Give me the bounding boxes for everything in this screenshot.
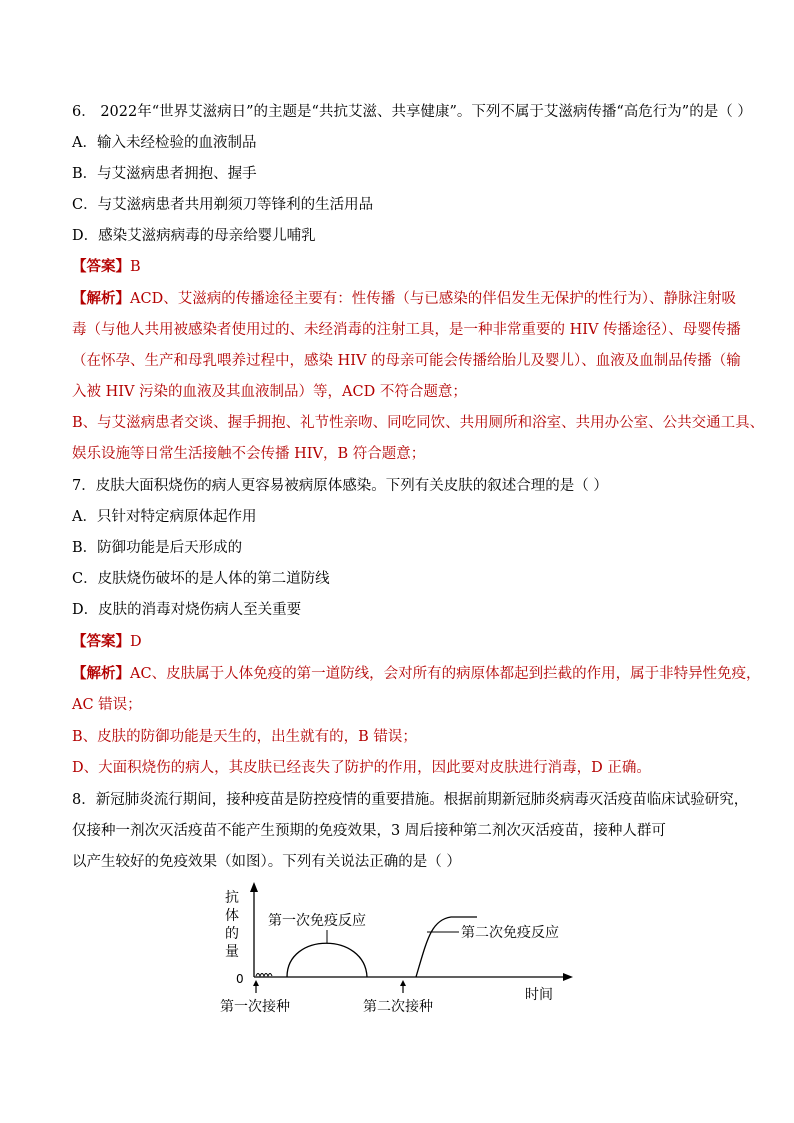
q7-analysis-line-1 bbox=[72, 664, 761, 684]
analysis-text: ACD、艾滋病的传播途径主要有：性传播（与已感染的伴侣发生无保护的性行为）、静脉注射吸 bbox=[130, 291, 736, 307]
q7-option-c: C．皮肤烧伤破坏的是人体的第二道防线 bbox=[72, 571, 330, 587]
q7-answer bbox=[72, 632, 142, 652]
y-axis-arrow bbox=[250, 882, 258, 892]
q7-option-b: B．防御功能是后天形成的 bbox=[72, 540, 243, 556]
y-axis-label-char: 抗 bbox=[225, 890, 239, 906]
q7-stem: 7．皮肤大面积烧伤的病人更容易被病原体感染。下列有关皮肤的叙述合理的是（ ） bbox=[72, 478, 608, 494]
q6-stem: 6． 2022年“世界艾滋病日”的主题是“共抗艾滋、共享健康”。下列不属于艾滋病传播“高危行为”的是（ ） bbox=[72, 104, 752, 120]
answer-value: B bbox=[130, 259, 141, 275]
first-vaccination-label: 第一次接种 bbox=[220, 999, 290, 1015]
origin-label: 0 bbox=[236, 972, 244, 986]
answer-tag: 【答案】 bbox=[72, 633, 130, 650]
q6-option-c: C．与艾滋病患者共用剃须刀等锋利的生活用品 bbox=[72, 197, 374, 213]
first-response-curve bbox=[287, 943, 367, 977]
analysis-text: AC、皮肤属于人体免疫的第一道防线，会对所有的病原体都起到拦截的作用，属于非特异性免疫， bbox=[130, 666, 761, 682]
answer-tag: 【答案】 bbox=[72, 258, 130, 275]
q7-analysis-line-4: D、大面积烧伤的病人，其皮肤已经丧失了防护的作用，因此要对皮肤进行消毒，D 正确。 bbox=[72, 760, 651, 776]
q6-analysis-line-5: B、与艾滋病患者交谈、握手拥抱、礼节性亲吻、同吃同饮、共用厕所和浴室、共用办公室、公共交通工具、 bbox=[72, 415, 765, 431]
x-axis-arrow bbox=[563, 973, 573, 981]
q6-analysis-line-6: 娱乐设施等日常生活接触不会传播 HIV，B 符合题意； bbox=[72, 446, 426, 462]
answer-value: D bbox=[130, 634, 142, 650]
q6-analysis-line-1 bbox=[72, 289, 736, 309]
analysis-tag: 【解析】 bbox=[72, 290, 130, 307]
x-axis-label: 时间 bbox=[525, 987, 553, 1003]
q7-option-a: A．只针对特定病原体起作用 bbox=[72, 509, 257, 525]
q8-stem-line-3: 以产生较好的免疫效果（如图）。下列有关说法正确的是（ ） bbox=[72, 854, 461, 870]
q6-option-a: A．输入未经检验的血液制品 bbox=[72, 135, 257, 151]
q6-answer bbox=[72, 257, 141, 277]
y-axis-label-char: 体 bbox=[225, 908, 239, 924]
q6-analysis-line-3: （在怀孕、生产和母乳喂养过程中，感染 HIV 的母亲可能会传播给胎儿及婴儿）、血液及血制品传播（输 bbox=[72, 353, 741, 369]
q6-option-d: D．感染艾滋病病毒的母亲给婴儿哺乳 bbox=[72, 228, 316, 244]
q6-option-b: B．与艾滋病患者拥抱、握手 bbox=[72, 166, 257, 182]
second-response-label: 第二次免疫反应 bbox=[461, 925, 559, 941]
q7-option-d: D．皮肤的消毒对烧伤病人至关重要 bbox=[72, 602, 302, 618]
second-vaccination-label: 第二次接种 bbox=[363, 999, 433, 1015]
q7-analysis-line-3: B、皮肤的防御功能是天生的，出生就有的，B 错误； bbox=[72, 729, 417, 745]
analysis-tag: 【解析】 bbox=[72, 665, 130, 682]
second-vaccination-arrow bbox=[400, 980, 406, 986]
y-axis-label-char: 的 bbox=[225, 926, 239, 942]
q8-stem-line-1: 8．新冠肺炎流行期间，接种疫苗是防控疫情的重要措施。根据前期新冠肺炎病毒灭活疫苗临床试验研究， bbox=[72, 792, 749, 808]
first-response-label: 第一次免疫反应 bbox=[268, 913, 366, 929]
antibody-response-figure bbox=[215, 880, 595, 1025]
first-vaccination-arrow bbox=[253, 980, 259, 986]
q7-analysis-line-2: AC 错误； bbox=[72, 697, 142, 713]
q8-stem-line-2: 仅接种一剂次灭活疫苗不能产生预期的免疫效果，3 周后接种第二剂次灭活疫苗，接种人群可 bbox=[72, 823, 666, 839]
y-axis-label-char: 量 bbox=[225, 944, 239, 960]
q6-analysis-line-4: 入被 HIV 污染的血液及其血液制品）等，ACD 不符合题意； bbox=[72, 384, 467, 400]
initial-wiggle bbox=[256, 974, 272, 977]
q6-analysis-line-2: 毒（与他人共用被感染者使用过的、未经消毒的注射工具，是一种非常重要的 HIV 传播途径）、母婴传播 bbox=[72, 322, 741, 338]
